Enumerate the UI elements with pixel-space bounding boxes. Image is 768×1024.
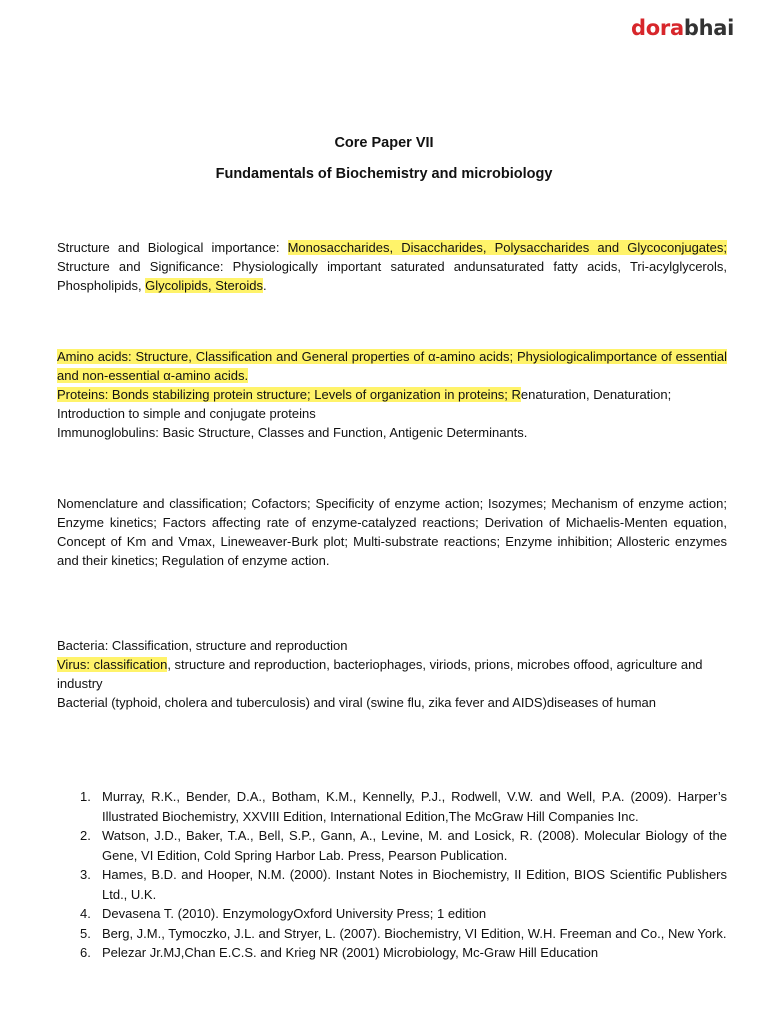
proteins-paragraph xyxy=(57,347,727,442)
microbiology-paragraph xyxy=(57,636,727,712)
reference-item xyxy=(80,865,727,904)
reference-number: 3. xyxy=(80,867,91,882)
diseases-line: Bacterial (typhoid, cholera and tuberculosis) and viral (swine flu, zika fever and AIDS)diseases of human xyxy=(57,695,657,710)
logo-part-2: bhai xyxy=(683,16,734,40)
highlighted-text: Proteins: Bonds stabilizing protein structure; Levels of organization in proteins; R xyxy=(57,387,521,402)
reference-item xyxy=(80,904,727,924)
bacteria-line: Bacteria: Classification, structure and reproduction xyxy=(57,638,348,653)
amino-acids-line xyxy=(57,347,727,385)
reference-text: Pelezar Jr.MJ,Chan E.C.S. and Krieg NR (2001) Microbiology, Mc-Graw Hill Education xyxy=(102,945,599,960)
reference-item xyxy=(80,787,727,826)
text-segment: . xyxy=(262,278,267,293)
text-segment: Structure and Significance: Physiologically important saturated andunsaturated fatty acids, Tri-acylglycerols, Phospholipids, xyxy=(57,259,727,293)
reference-text: Devasena T. (2010). EnzymologyOxford University Press; 1 edition xyxy=(102,906,487,921)
reference-item xyxy=(80,826,727,865)
reference-item xyxy=(80,943,727,963)
virus-line xyxy=(57,655,727,693)
references-list xyxy=(80,787,727,963)
immunoglobulins-line: Immunoglobulins: Basic Structure, Classes and Function, Antigenic Determinants. xyxy=(57,425,528,440)
reference-text: Watson, J.D., Baker, T.A., Bell, S.P., Gann, A., Levine, M. and Losick, R. (2008). Molecular Biology of the Gene, VI Edition, Cold Spring Harbor Lab. Press, Pearson Publication. xyxy=(102,828,727,863)
reference-text: Berg, J.M., Tymoczko, J.L. and Stryer, L. (2007). Biochemistry, VI Edition, W.H. Freeman and Co., New York. xyxy=(102,925,727,941)
highlighted-text: Glycolipids, Steroids xyxy=(145,278,263,293)
dorabhai-logo[interactable] xyxy=(631,16,734,40)
highlighted-text: Monosaccharides, Disaccharides, Polysaccharides and Glycoconjugates; xyxy=(287,240,727,255)
logo-part-1: dora xyxy=(631,16,684,40)
reference-number: 4. xyxy=(80,906,91,921)
text-segment: , structure and reproduction, bacteriophages, viriods, prions, microbes offood, agriculture and industry xyxy=(57,657,703,691)
reference-number: 6. xyxy=(80,945,91,960)
highlighted-text: Amino acids: Structure, Classification and General properties of α-amino acids; Physiologicalimportance of essential and non-essential α-amino acids. xyxy=(57,349,727,383)
reference-number: 2. xyxy=(80,828,91,843)
highlighted-text: Virus: classification xyxy=(57,657,168,672)
proteins-line xyxy=(57,385,727,423)
reference-text: Murray, R.K., Bender, D.A., Botham, K.M., Kennelly, P.J., Rodwell, V.W. and Well, P.A. (2009). Harper’s Illustrated Biochemistry, XXVIII Edition, International Edition,The McGraw Hill Companies Inc. xyxy=(102,789,727,824)
reference-text: Hames, B.D. and Hooper, N.M. (2000). Instant Notes in Biochemistry, II Edition, BIOS Scientific Publishers Ltd., U.K. xyxy=(102,867,727,902)
enzymes-paragraph: Nomenclature and classification; Cofactors; Specificity of enzyme action; Isozymes; Mechanism of enzyme action; Enzyme kinetics; Factors affecting rate of enzyme-catalyzed reactions; Derivation of Michaelis-Menten equation, Concept of Km and Vmax, Lineweaver-Burk plot; Multi-substrate reactions; Enzyme inhibition; Allosteric enzymes and their kinetics; Regulation of enzyme action. xyxy=(57,496,727,568)
page-title: Core Paper VII xyxy=(334,135,434,151)
reference-number: 5. xyxy=(80,925,91,941)
carbohydrates-lipids-paragraph xyxy=(57,238,727,295)
reference-item xyxy=(80,924,727,944)
page-subtitle: Fundamentals of Biochemistry and microbiology xyxy=(215,166,553,182)
reference-number: 1. xyxy=(80,789,91,804)
text-segment: enaturation, Denaturation; Introduction to simple and conjugate proteins xyxy=(57,387,672,421)
text-segment: Structure and Biological importance: xyxy=(57,240,288,255)
